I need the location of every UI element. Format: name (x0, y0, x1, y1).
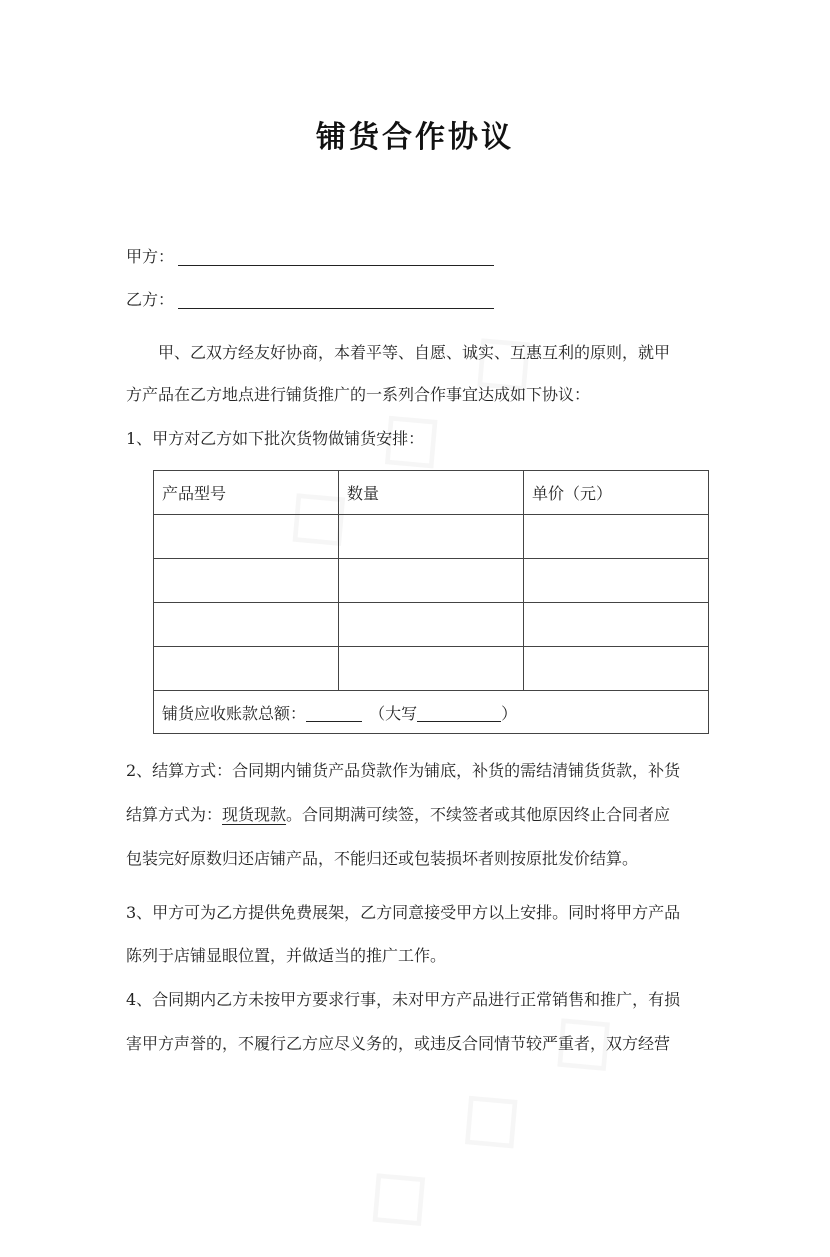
party-a-label: 甲方： (126, 247, 175, 266)
table-row (154, 647, 709, 691)
goods-table (153, 470, 709, 734)
table-cell[interactable] (339, 603, 524, 647)
party-a-blank[interactable] (178, 247, 494, 266)
total-daxie-label: （大写 (369, 703, 418, 723)
total-amount-blank[interactable] (306, 705, 362, 722)
table-row (154, 603, 709, 647)
document-title: 铺货合作协议 (316, 120, 514, 155)
total-close: ） (501, 703, 518, 723)
table-cell[interactable] (154, 603, 339, 647)
clause-2-settlement-method: 现货现款 (222, 805, 287, 824)
table-cell[interactable] (154, 647, 339, 691)
clause-4-line-1: 4、合同期内乙方未按甲方要求行事，未对甲方产品进行正常销售和推广，有损 (126, 990, 681, 1009)
table-row (154, 559, 709, 603)
party-a-line (126, 244, 494, 267)
clause-3-line-2: 陈列于店铺显眼位置，并做适当的推广工作。 (126, 946, 447, 965)
table-cell[interactable] (154, 559, 339, 603)
clause-3-line-1: 3、甲方可为乙方提供免费展架，乙方同意接受甲方以上安排。同时将甲方产品 (126, 903, 681, 922)
table-cell[interactable] (154, 515, 339, 559)
table-total-row (154, 691, 709, 734)
table-cell[interactable] (524, 515, 709, 559)
total-label: 铺货应收账款总额： (162, 703, 307, 723)
intro-line-1: 甲、乙双方经友好协商，本着平等、自愿、诚实、互惠互利的原则，就甲 (158, 343, 671, 362)
total-daxie-blank[interactable] (417, 705, 501, 722)
total-cell (154, 691, 709, 734)
clause-2-line-1: 2、结算方式：合同期内铺货产品贷款作为铺底，补货的需结清铺货货款，补货 (126, 761, 681, 780)
intro-line-2: 方产品在乙方地点进行铺货推广的一系列合作事宜达成如下协议： (126, 385, 591, 404)
table-cell[interactable] (339, 515, 524, 559)
clause-2-line-2-rest: 。合同期满可续签，不续签者或其他原因终止合同者应 (286, 805, 671, 824)
table-cell[interactable] (524, 603, 709, 647)
party-b-line (126, 287, 494, 310)
table-header-row (154, 471, 709, 515)
header-product-model: 产品型号 (154, 471, 339, 515)
table-row (154, 515, 709, 559)
table-cell[interactable] (339, 559, 524, 603)
party-b-blank[interactable] (178, 290, 494, 309)
header-quantity: 数量 (339, 471, 524, 515)
clause-4-line-2: 害甲方声誉的，不履行乙方应尽义务的，或违反合同情节较严重者，双方经营 (126, 1034, 671, 1053)
header-unit-price: 单价（元） (524, 471, 709, 515)
table-cell[interactable] (339, 647, 524, 691)
clause-1: 1、甲方对乙方如下批次货物做铺货安排： (126, 429, 425, 448)
clause-2-line-3: 包装完好原数归还店铺产品，不能归还或包装损坏者则按原批发价结算。 (126, 849, 639, 868)
clause-2-settlement-label: 结算方式为： (126, 805, 223, 824)
party-b-label: 乙方： (126, 290, 175, 309)
table-cell[interactable] (524, 647, 709, 691)
clause-2-line-2 (126, 794, 708, 836)
table-cell[interactable] (524, 559, 709, 603)
